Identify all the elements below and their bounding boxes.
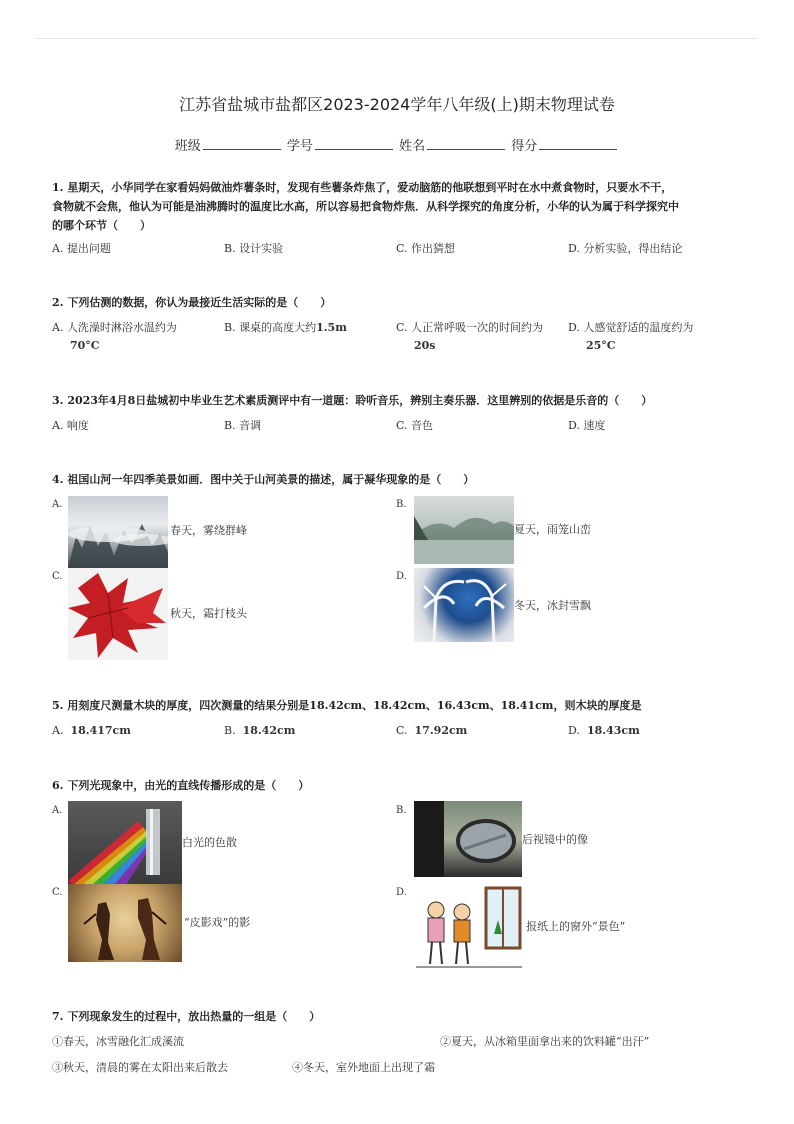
header-rule [36,38,758,39]
question-2-option-c-value: 20s [414,339,436,352]
question-1-option-a[interactable]: A. 提出问题 [52,242,111,255]
question-5-option-c-value: 17.92cm [414,724,468,737]
question-5-stem: 5. 用刻度尺测量木块的厚度，四次测量的结果分别是18.42cm、18.42cm、16.43cm、18.41cm，则木块的厚度是 [52,699,642,712]
question-4-option-d-label: D. [396,571,407,582]
rearview-mirror-photo[interactable] [414,801,522,877]
question-1-line-3: 的哪个环节（ ） [52,219,151,232]
question-5-option-b[interactable] [224,722,295,740]
question-2-option-b-value: 1.5m [316,321,347,334]
question-1-option-b[interactable]: B. 设计实验 [224,242,284,255]
number-blank[interactable] [315,137,393,150]
question-6-option-c-caption: “皮影戏”的影 [184,916,251,929]
score-label: 得分 [511,139,538,154]
question-6-option-a-caption: 白光的色散 [182,836,237,849]
question-2-option-d-value: 25°C [586,339,616,352]
frosted-red-leaves-photo[interactable] [68,568,168,660]
question-2-option-b[interactable] [224,319,347,337]
question-6-option-d-label: D. [396,887,407,898]
misty-peaks-photo[interactable] [68,496,168,568]
question-2-option-c-text: C. 人正常呼吸一次的时间约为 [396,321,544,334]
question-4-option-c-caption: 秋天，霜打枝头 [170,607,247,620]
name-blank[interactable] [427,137,505,150]
shadow-puppet-photo[interactable] [68,884,182,962]
newspaper-window-illustration[interactable] [414,884,526,970]
side-mirror-illustration [414,801,522,877]
question-5-option-a-letter: A. [52,724,64,737]
question-4-option-c-label: C. [52,571,63,582]
question-6-option-d-caption: 报纸上的窗外“景色” [526,920,626,933]
question-5-option-a[interactable] [52,722,131,740]
question-3-option-c[interactable]: C. 音色 [396,419,434,432]
question-5-option-d-value: 18.43cm [586,724,640,737]
question-2-option-a-text: A. 人洗澡时淋浴水温约为 [52,321,177,334]
question-1-line-1: 1. 星期天，小华同学在家看妈妈做油炸薯条时，发现有些薯条炸焦了，爱动脑筋的他联想到平时在水中煮食物时，只要水不干， [52,181,673,194]
question-1-option-d[interactable]: D. 分析实验，得出结论 [568,242,683,255]
rainy-hills-photo[interactable] [414,496,514,564]
question-3-option-d[interactable]: D. 速度 [568,419,606,432]
prism-spectrum-illustration [68,801,182,885]
question-3-option-a[interactable]: A. 响度 [52,419,89,432]
snow-trees-illustration [414,568,514,642]
question-2-option-c[interactable] [396,319,543,355]
children-window-drawing [414,884,526,970]
number-label: 学号 [286,139,313,154]
question-5-option-d-letter: D. [568,724,580,737]
class-blank[interactable] [203,137,281,150]
question-6-option-b-label: B. [396,805,407,816]
question-4-option-b-label: B. [396,499,407,510]
question-6-option-b-caption: 后视镜中的像 [522,833,588,846]
shadow-puppet-illustration [68,884,182,962]
question-4-option-a-caption: 春天，雾绕群峰 [170,524,247,537]
question-3-stem: 3. 2023年4月8日盐城初中毕业生艺术素质测评中有一道题：聆听音乐，辨别主奏乐器．这里辨别的依据是乐音的（ ） [52,394,653,407]
student-info-line [0,135,794,154]
question-4-option-a-label: A. [52,499,63,510]
question-1-option-c[interactable]: C. 作出猜想 [396,242,456,255]
question-2-option-a[interactable] [52,319,177,355]
question-3-option-b[interactable]: B. 音调 [224,419,262,432]
question-2-option-a-value: 70°C [70,339,100,352]
question-4-stem: 4. 祖国山河一年四季美景如画．图中关于山河美景的描述，属于凝华现象的是（ ） [52,473,475,486]
prism-dispersion-photo[interactable] [68,801,182,885]
question-5-option-d[interactable] [568,722,640,740]
question-7-item-4: ④冬天，室外地面上出现了霜 [292,1061,435,1074]
question-6-stem: 6. 下列光现象中，由光的直线传播形成的是（ ） [52,779,310,792]
question-1-line-2: 食物就不会焦，他认为可能是油沸腾时的温度比水高，所以容易把食物炸焦．从科学探究的角度分析，小华的认为属于科学探究中 [52,200,679,213]
score-blank[interactable] [539,137,617,150]
question-2-option-d[interactable] [568,319,693,355]
rainy-hills-illustration [414,496,514,564]
question-2-option-b-text: B. 课桌的高度大约 [224,321,317,334]
question-5-option-c[interactable] [396,722,467,740]
question-6-option-a-label: A. [52,805,63,816]
question-5-option-c-letter: C. [396,724,408,737]
question-1-stem [52,178,724,235]
question-4-option-b-caption: 夏天，雨笼山峦 [514,523,591,536]
class-label: 班级 [174,139,201,154]
red-leaves-illustration [68,568,168,660]
question-2-stem: 2. 下列估测的数据，你认为最接近生活实际的是（ ） [52,296,332,309]
question-7-item-3: ③秋天，清晨的雾在太阳出来后散去 [52,1061,228,1074]
page-title: 江苏省盐城市盐都区2023-2024学年八年级(上)期末物理试卷 [179,95,615,114]
misty-peaks-illustration [68,496,168,568]
ice-snow-trees-photo[interactable] [414,568,514,642]
question-6-option-c-label: C. [52,887,63,898]
name-label: 姓名 [399,139,426,154]
question-7-item-2: ②夏天，从冰箱里面拿出来的饮料罐“出汗” [440,1035,650,1048]
question-5-option-a-value: 18.417cm [70,724,131,737]
question-5-option-b-value: 18.42cm [242,724,296,737]
question-7-item-1: ①春天，冰雪融化汇成溪流 [52,1035,184,1048]
question-4-option-d-caption: 冬天，冰封雪飘 [514,599,591,612]
question-7-stem: 7. 下列现象发生的过程中，放出热量的一组是（ ） [52,1010,321,1023]
question-2-option-d-text: D. 人感觉舒适的温度约为 [568,321,694,334]
question-5-option-b-letter: B. [224,724,236,737]
